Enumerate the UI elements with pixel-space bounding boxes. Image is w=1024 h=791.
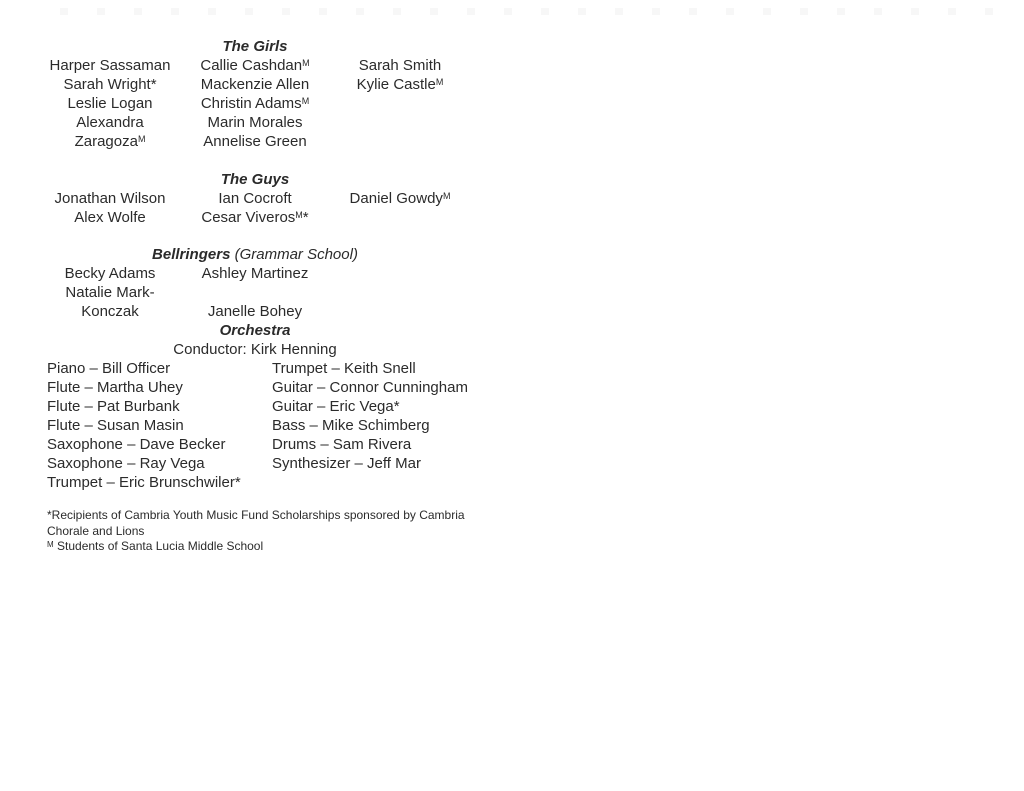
guys-column-1 — [30, 189, 190, 227]
bellringers-title-bold: Bellringers — [152, 246, 231, 263]
guys-column-2 — [190, 189, 320, 227]
cast-name — [190, 94, 320, 113]
orchestra-columns — [47, 359, 480, 492]
orchestra-entry: Trumpet – Keith Snell — [272, 360, 416, 377]
name-text: Cesar Viveros — [201, 208, 296, 226]
cast-name: Alexandra — [76, 114, 144, 131]
cast-name: Natalie Mark- — [65, 284, 155, 301]
footnotes — [47, 508, 480, 555]
middle-school-marker: M — [295, 209, 303, 220]
section-title-bellringers — [30, 245, 480, 264]
section-title-girls: The Girls — [222, 38, 288, 55]
girls-column-3 — [320, 56, 480, 151]
cast-name: Becky Adams — [64, 265, 156, 282]
footnote-middle-school — [47, 539, 480, 555]
cast-name: Ashley Martinez — [201, 265, 309, 282]
cast-name: Ian Cocroft — [218, 189, 292, 207]
bellringers-column-3 — [320, 264, 480, 321]
orchestra-entry: Guitar – Connor Cunningham — [272, 379, 468, 396]
bellringers-column-1 — [30, 264, 190, 321]
section-gap — [0, 227, 480, 246]
middle-school-marker: M — [435, 77, 444, 87]
name-text: Christin Adams — [200, 95, 302, 112]
footnote-scholarship-line1: *Recipients of Cambria Youth Music Fund Scholarships sponsored by Cambria — [47, 508, 465, 522]
cast-name — [30, 132, 190, 151]
girls-columns — [30, 56, 480, 151]
cast-name: Alex Wolfe — [74, 208, 146, 226]
cast-name — [320, 189, 480, 208]
bellringers-column-2 — [190, 264, 320, 321]
name-text: Daniel Gowdy — [349, 189, 443, 207]
name-text: Kylie Castle — [356, 76, 436, 93]
orchestra-entry: Drums – Sam Rivera — [272, 436, 412, 453]
orchestra-entry: Synthesizer – Jeff Mar — [272, 455, 421, 472]
cast-name — [320, 75, 480, 94]
cast-name-empty — [190, 283, 320, 302]
orchestra-entry: Flute – Susan Masin — [47, 417, 184, 434]
girls-column-2 — [190, 56, 320, 151]
cast-name: Annelise Green — [203, 133, 307, 150]
orchestra-entry: Saxophone – Dave Becker — [47, 436, 226, 453]
girls-column-1 — [30, 56, 190, 151]
cast-name: Sarah Smith — [358, 57, 442, 74]
guys-columns — [30, 189, 480, 227]
middle-school-marker: M — [301, 96, 310, 106]
cast-name — [190, 208, 320, 227]
name-text: Callie Cashdan — [200, 57, 303, 74]
section-gap — [0, 151, 480, 170]
name-text: Zaragoza — [74, 133, 138, 150]
footnote-scholarship-line2: Chorale and Lions — [47, 523, 145, 538]
cast-name: Mackenzie Allen — [200, 76, 310, 93]
cast-name: Sarah Wright* — [63, 76, 157, 93]
orchestra-entry: Piano – Bill Officer — [47, 360, 171, 377]
cast-name — [190, 56, 320, 75]
cast-name: Janelle Bohey — [207, 303, 303, 320]
orchestra-entry: Flute – Pat Burbank — [47, 398, 180, 415]
orchestra-entry: Flute – Martha Uhey — [47, 379, 183, 396]
section-title-guys: The Guys — [220, 170, 290, 188]
footnote-text: Students of Santa Lucia Middle School — [53, 539, 264, 553]
cast-name: Leslie Logan — [67, 95, 153, 112]
bellringers-columns — [30, 264, 480, 321]
orchestra-entry: Trumpet – Eric Brunschwiler* — [47, 474, 241, 491]
cast-name: Jonathan Wilson — [54, 189, 166, 207]
scholarship-marker: * — [302, 208, 309, 226]
conductor-line: Conductor: Kirk Henning — [173, 341, 337, 358]
guys-column-3 — [320, 189, 480, 227]
orchestra-entry: Saxophone – Ray Vega — [47, 455, 205, 472]
orchestra-entry: Guitar – Eric Vega* — [272, 398, 400, 415]
orchestra-column-left — [47, 359, 272, 492]
cast-name: Harper Sassaman — [49, 57, 171, 74]
orchestra-entry: Bass – Mike Schimberg — [272, 417, 430, 434]
middle-school-marker: M — [302, 58, 310, 68]
cast-name: Marin Morales — [207, 114, 303, 131]
m-marker: M — [47, 540, 54, 549]
section-title-orchestra: Orchestra — [219, 322, 291, 339]
scan-artifact-strip — [60, 8, 1010, 15]
program-page — [0, 37, 480, 555]
middle-school-marker: M — [442, 190, 451, 201]
middle-school-marker: M — [137, 134, 146, 144]
orchestra-column-right — [272, 359, 468, 492]
cast-name: Konczak — [81, 303, 139, 320]
bellringers-title-subtitle: (Grammar School) — [230, 246, 358, 263]
